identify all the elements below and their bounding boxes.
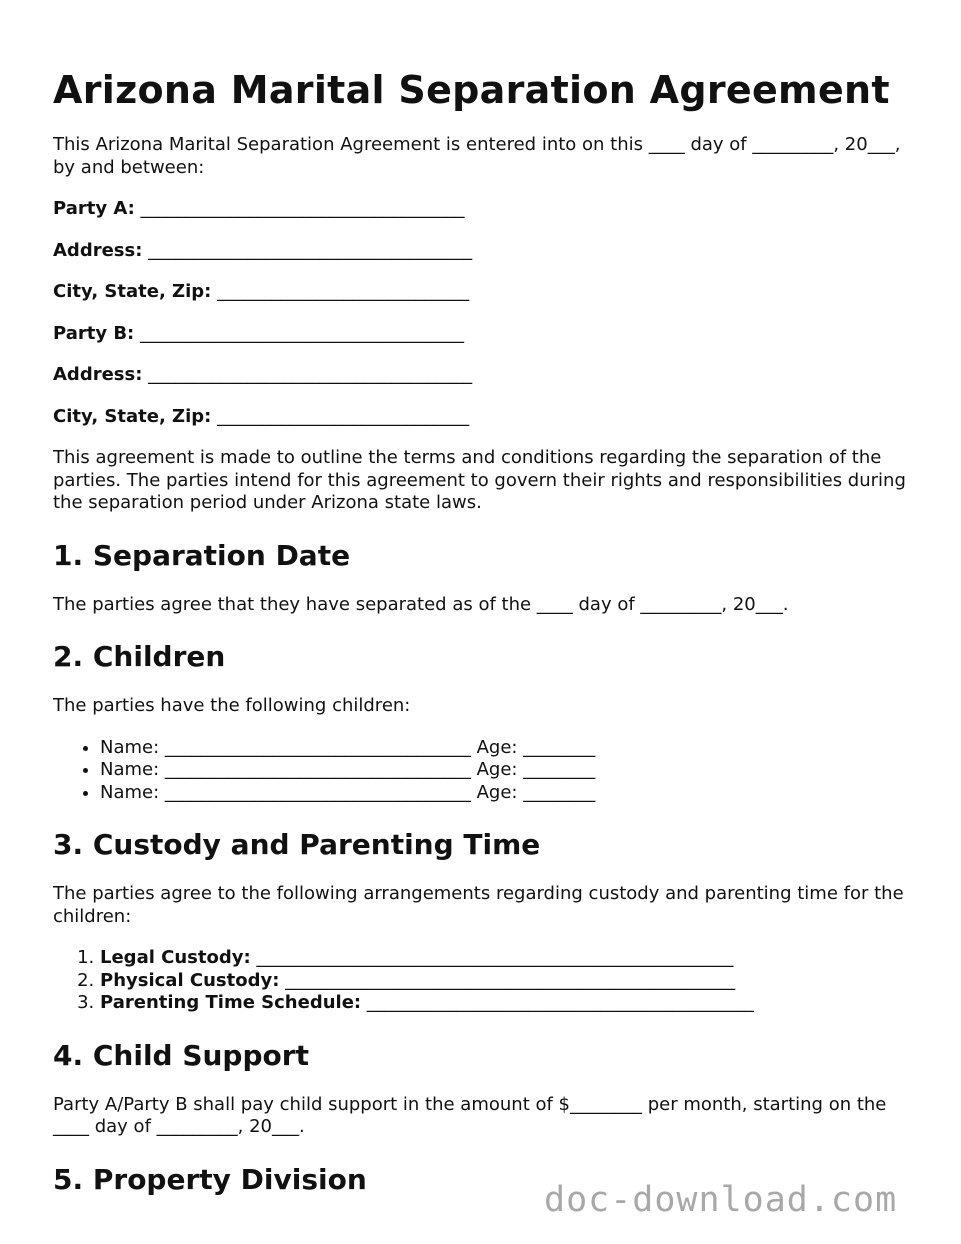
field-blank: ____________________________________ — [148, 239, 473, 261]
field-blank: ____________________________________ — [140, 322, 464, 344]
field-label: Party A: — [53, 198, 135, 219]
field-blank: ____________________________________ — [140, 198, 465, 219]
list-item: • Name: __________________________________ Age: ________ — [100, 782, 923, 805]
section-support-title: 4. Child Support — [53, 1038, 309, 1072]
document-title: Arizona Marital Separation Agreement — [53, 68, 890, 112]
section-custody-body: The parties agree to the following arrangements regarding custody and parenting time for the children: — [53, 883, 904, 927]
field-label: City, State, Zip: — [53, 281, 212, 302]
field-label: Party B: — [53, 322, 135, 344]
field-blank: ____________________________ — [217, 281, 470, 302]
field-label: Address: — [53, 239, 143, 261]
party-b-address-field — [53, 364, 923, 387]
section-separation-title: 1. Separation Date — [53, 538, 351, 572]
item-label: Parenting Time Schedule: — [100, 992, 362, 1013]
item-blank: ___________________________________________ — [366, 992, 754, 1013]
section-support-body: Party A/Party B shall pay child support in the amount of $________ per month, starting on the ____ day of _________, 20___. — [53, 1093, 887, 1137]
list-item — [100, 992, 923, 1015]
watermark: doc-download.com — [544, 1180, 898, 1220]
section-property-title: 5. Property Division — [53, 1162, 367, 1196]
item-label: Legal Custody: — [100, 947, 251, 968]
section-children-body: The parties have the following children: — [53, 695, 411, 716]
list-item — [100, 970, 923, 993]
item-blank: __________________________________________________ — [285, 969, 736, 991]
list-item — [100, 947, 923, 970]
party-a-field — [53, 198, 923, 221]
intro-paragraph: This Arizona Marital Separation Agreement is entered into on this ____ day of _________, 20___, by and between: — [53, 134, 901, 178]
field-label: Address: — [53, 364, 143, 385]
list-item: • Name: __________________________________ Age: ________ — [100, 759, 923, 782]
section-children-title: 2. Children — [53, 640, 226, 673]
party-b-city-field — [53, 406, 923, 429]
party-a-address-field — [53, 240, 923, 263]
field-blank: ____________________________ — [217, 405, 470, 427]
field-label: City, State, Zip: — [53, 405, 212, 427]
custody-list — [53, 947, 923, 1015]
field-blank: ____________________________________ — [148, 364, 473, 385]
item-label: Physical Custody: — [100, 969, 280, 991]
purpose-paragraph: This agreement is made to outline the terms and conditions regarding the separation of the parties. The parties intend for this agreement to govern their rights and responsibilities during the separation period under Arizona state laws. — [53, 447, 906, 513]
party-a-city-field — [53, 281, 923, 304]
item-blank: _____________________________________________________ — [256, 947, 734, 968]
document-page — [53, 66, 923, 1218]
party-b-field — [53, 323, 923, 346]
section-custody-title: 3. Custody and Parenting Time — [53, 828, 541, 861]
children-list — [53, 737, 923, 805]
list-item: • Name: __________________________________ Age: ________ — [100, 737, 923, 760]
section-separation-body: The parties agree that they have separated as of the ____ day of _________, 20___. — [53, 593, 789, 615]
